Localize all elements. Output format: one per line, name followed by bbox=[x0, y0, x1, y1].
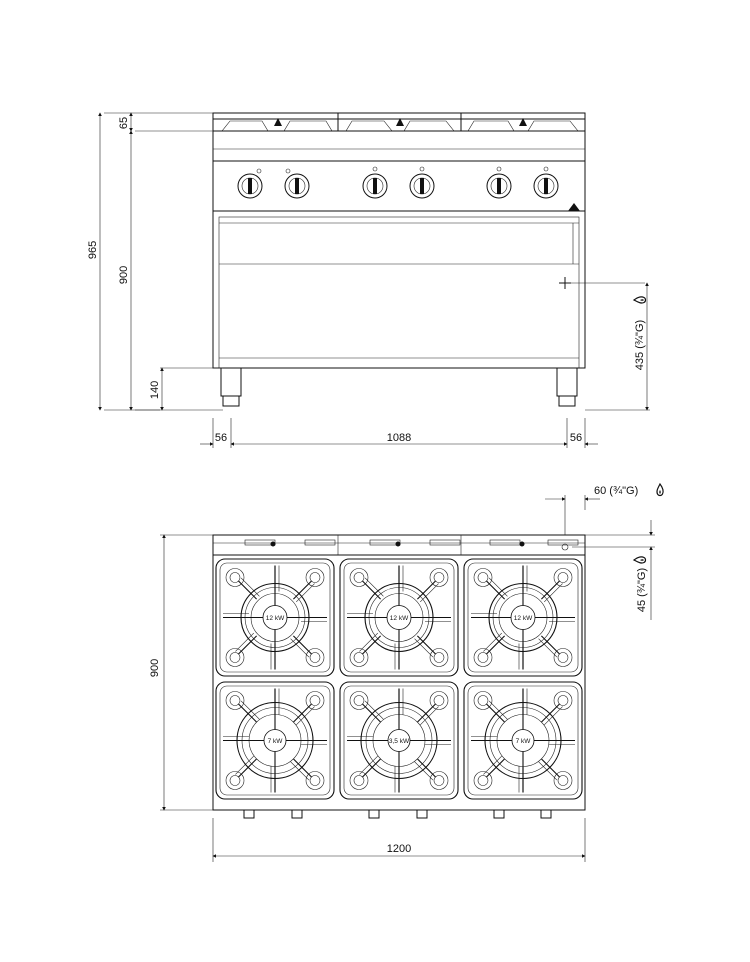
burner-cell bbox=[340, 682, 458, 799]
gas-flame-icon bbox=[634, 557, 646, 563]
dim-leg-height: 140 bbox=[149, 380, 161, 400]
dim-depth: 900 bbox=[149, 658, 161, 678]
burner-cell bbox=[340, 559, 458, 676]
dim-gas-height: 435 (¾"G) bbox=[634, 319, 646, 371]
knob-row bbox=[238, 167, 558, 198]
dim-side-left: 56 bbox=[214, 432, 228, 444]
dim-top-height: 65 bbox=[118, 116, 130, 130]
front-top-panel bbox=[213, 131, 585, 161]
control-panel bbox=[213, 161, 585, 211]
gas-flame-icon bbox=[634, 297, 646, 303]
legs bbox=[221, 368, 577, 406]
burner-power-label: 7 kW bbox=[267, 738, 283, 745]
front-view bbox=[87, 113, 650, 448]
gas-flame-icon bbox=[657, 484, 663, 496]
top-dimensions bbox=[160, 495, 655, 862]
burner-cell bbox=[216, 682, 334, 799]
top-view bbox=[149, 484, 663, 862]
burner-cell bbox=[464, 559, 582, 676]
dim-total-height: 965 bbox=[87, 240, 99, 260]
knob bbox=[534, 167, 558, 198]
knob bbox=[410, 167, 434, 198]
burner-power-label: 12 kW bbox=[513, 615, 533, 622]
burner-power-label: 12 kW bbox=[389, 615, 409, 622]
burner-cell bbox=[216, 559, 334, 676]
dim-width: 1200 bbox=[386, 843, 412, 855]
dim-gas-side: 45 (¾"G) bbox=[636, 567, 648, 613]
knob bbox=[238, 169, 262, 198]
front-knob-stubs bbox=[244, 810, 551, 818]
knob bbox=[363, 167, 387, 198]
knob bbox=[285, 169, 309, 198]
burner-grid bbox=[216, 559, 582, 799]
dim-body-height: 900 bbox=[118, 265, 130, 285]
burner-power-label: 7 kW bbox=[515, 738, 531, 745]
logo-mark bbox=[568, 203, 580, 211]
dim-inner-width: 1088 bbox=[386, 432, 412, 444]
burner-cell bbox=[464, 682, 582, 799]
front-grates bbox=[213, 113, 585, 131]
dim-gas-top: 60 (¾"G) bbox=[594, 485, 639, 497]
burner-power-label: 12 kW bbox=[265, 615, 285, 622]
back-strip bbox=[213, 535, 585, 555]
knob bbox=[487, 167, 511, 198]
front-dimensions bbox=[100, 113, 650, 448]
open-cabinet bbox=[213, 211, 585, 368]
dim-side-right: 56 bbox=[569, 432, 583, 444]
burner-power-label: 3,5 kW bbox=[388, 738, 410, 745]
